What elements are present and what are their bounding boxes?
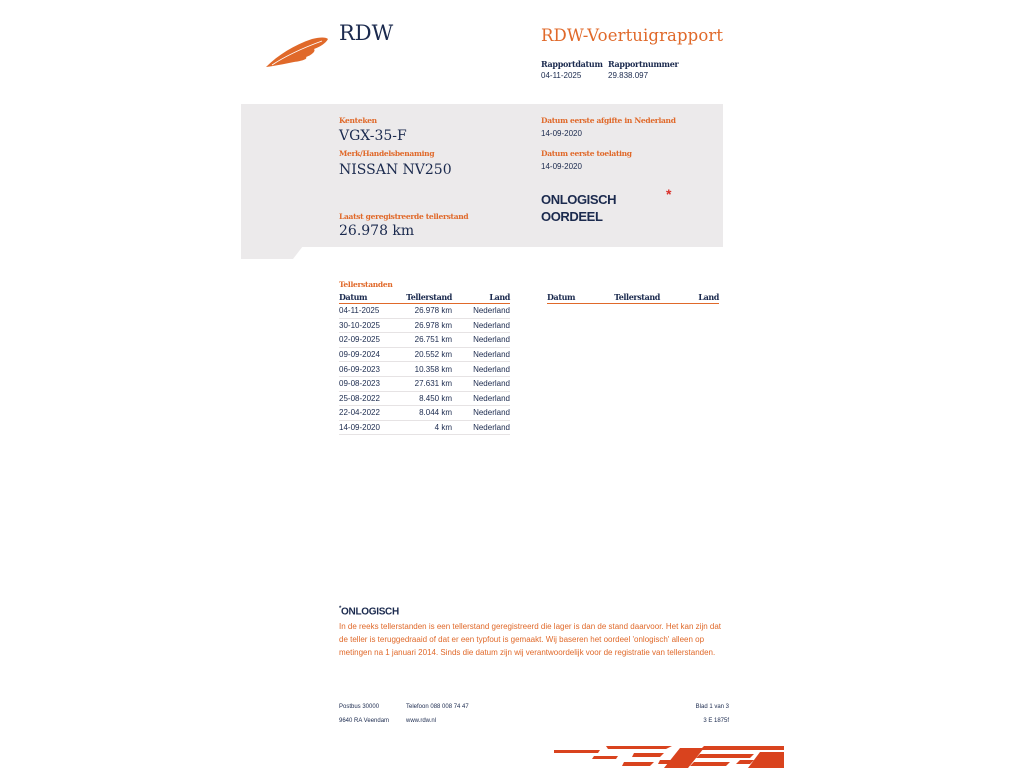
column-header-date: Datum <box>339 292 399 304</box>
reading-country: Nederland <box>452 406 510 421</box>
reading-value: 8.450 km <box>399 391 452 406</box>
table-row <box>339 318 510 333</box>
reading-country: Nederland <box>452 333 510 348</box>
make-label: Merk/Handelsbenaming <box>339 149 435 158</box>
make-value: NISSAN NV250 <box>339 162 452 178</box>
reading-value: 8.044 km <box>399 406 452 421</box>
first-admission-label: Datum eerste toelating <box>541 149 632 158</box>
column-header-reading: Tellerstand <box>607 292 660 304</box>
first-issue-nl-label: Datum eerste afgifte in Nederland <box>541 116 676 125</box>
table-row <box>339 376 510 391</box>
reading-country: Nederland <box>452 304 510 319</box>
table-row <box>339 362 510 377</box>
brand-name: RDW <box>339 21 394 45</box>
reading-value: 4 km <box>399 420 452 435</box>
table-row <box>339 347 510 362</box>
report-date: 04-11-2025 <box>541 71 582 80</box>
footer-postcode: 9640 RA Veendam <box>339 718 390 724</box>
readings-header-row-right <box>547 292 719 304</box>
note-title <box>339 606 399 617</box>
column-header-country: Land <box>660 292 719 304</box>
readings-table-right <box>547 292 719 304</box>
table-row <box>339 420 510 435</box>
reading-country: Nederland <box>452 376 510 391</box>
note-title-text: ONLOGISCH <box>341 606 399 618</box>
column-header-date: Datum <box>547 292 607 304</box>
column-header-country: Land <box>452 292 510 304</box>
reading-value: 26.751 km <box>399 333 452 348</box>
readings-header-row <box>339 292 510 304</box>
table-row <box>339 333 510 348</box>
note-text: In de reeks tellerstanden is een tellerstand geregistreerd die lager is dan de stand daarvoor. Het kan zijn dat de teller is teruggedraaid of dat er een typfout is gemaakt. Wij baseren het oordeel 'onlogisch' alleen op metingen na 1 januari 2014. Sinds die datum zijn wij verantwoordelijk voor de registratie van tellerstanden. <box>339 622 722 657</box>
reading-country: Nederland <box>452 391 510 406</box>
reading-date: 30-10-2025 <box>339 318 399 333</box>
first-issue-nl-value: 14-09-2020 <box>541 129 582 138</box>
column-header-reading: Tellerstand <box>399 292 452 304</box>
report-title: RDW-Voertuigrapport <box>541 26 724 45</box>
note-asterisk: * <box>339 606 342 612</box>
verdict <box>541 191 616 225</box>
reading-date: 06-09-2023 <box>339 362 399 377</box>
plate-number: VGX-35-F <box>339 128 407 144</box>
reading-country: Nederland <box>452 362 510 377</box>
footer-code: 3 E 1875f <box>703 718 729 724</box>
vehicle-summary-panel <box>241 104 723 247</box>
footer-website[interactable]: www.rdw.nl <box>406 718 437 724</box>
verdict-line-1: ONLOGISCH <box>541 192 617 207</box>
reading-value: 26.978 km <box>399 304 452 319</box>
rdw-feather-logo <box>264 35 330 69</box>
footer-page-number: Blad 1 van 3 <box>695 704 729 710</box>
reading-value: 26.978 km <box>399 318 452 333</box>
verdict-line-2: OORDEEL <box>541 209 603 224</box>
report-date-label: Rapportdatum <box>541 59 603 69</box>
readings-table <box>339 292 510 435</box>
reading-date: 14-09-2020 <box>339 420 399 435</box>
table-row <box>339 406 510 421</box>
reading-value: 27.631 km <box>399 376 452 391</box>
table-row <box>339 304 510 319</box>
reading-country: Nederland <box>452 420 510 435</box>
footer-phone: Telefoon 088 008 74 47 <box>406 704 469 710</box>
panel-tail <box>241 246 303 259</box>
plate-label: Kenteken <box>339 116 377 125</box>
reading-value: 20.552 km <box>399 347 452 362</box>
reading-date: 02-09-2025 <box>339 333 399 348</box>
reading-date: 25-08-2022 <box>339 391 399 406</box>
reading-country: Nederland <box>452 347 510 362</box>
odometer-label: Laatst geregistreerde tellerstand <box>339 212 469 221</box>
footer-postbus: Postbus 30000 <box>339 704 380 710</box>
reading-date: 09-09-2024 <box>339 347 399 362</box>
reading-date: 04-11-2025 <box>339 304 399 319</box>
verdict-asterisk: * <box>666 186 672 202</box>
reading-date: 09-08-2023 <box>339 376 399 391</box>
first-admission-value: 14-09-2020 <box>541 162 582 171</box>
report-number: 29.838.097 <box>608 71 649 80</box>
reading-date: 22-04-2022 <box>339 406 399 421</box>
table-row <box>339 391 510 406</box>
decorative-stripes <box>554 746 784 768</box>
report-number-label: Rapportnummer <box>608 59 679 69</box>
reading-country: Nederland <box>452 318 510 333</box>
odometer-value: 26.978 km <box>339 223 415 239</box>
readings-section-title: Tellerstanden <box>339 280 393 289</box>
reading-value: 10.358 km <box>399 362 452 377</box>
